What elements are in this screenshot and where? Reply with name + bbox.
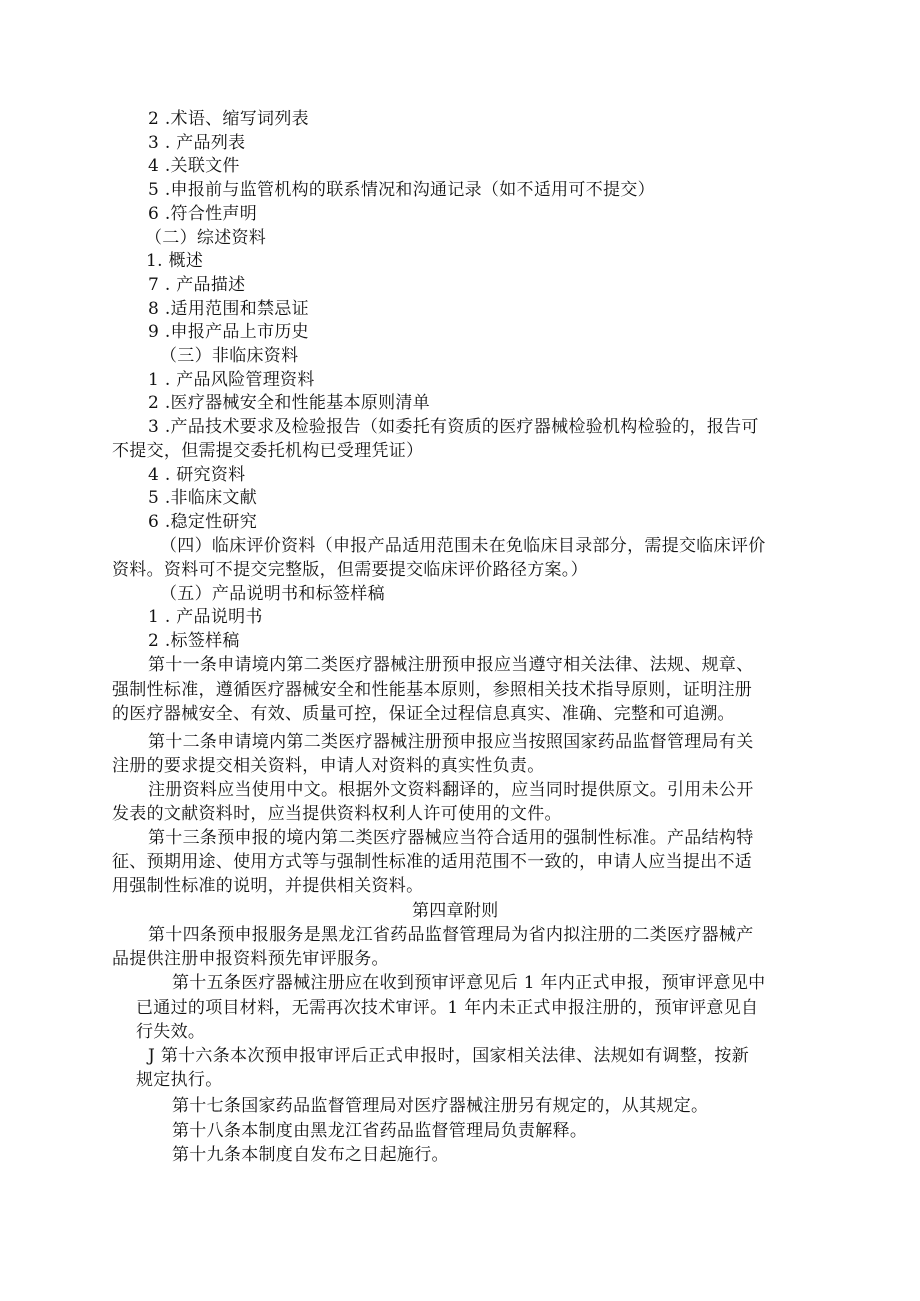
paragraph-line: 第十八条本制度由黑龙江省药品监督管理局负责解释。: [172, 1121, 588, 1141]
paragraph-line: 规定执行。: [136, 1070, 223, 1090]
paragraph-line: 注册资料应当使用中文。根据外文资料翻译的，应当同时提供原文。引用未公开: [148, 780, 754, 800]
paragraph-line: 征、预期用途、使用方式等与强制性标准的适用范围不一致的，申请人应当提出不适: [112, 852, 753, 872]
paragraph-line: 第十三条预申报的境内第二类医疗器械应当符合适用的强制性标准。产品结构特: [148, 828, 754, 848]
paragraph-line: 行失效。: [136, 1022, 206, 1042]
list-item-research: 4 . 研究资料: [148, 465, 246, 485]
paragraph-line: 3 .产品技术要求及检验报告（如委托有资质的医疗器械检验机构检验的，报告可: [148, 417, 759, 437]
chapter-heading: 第四章附则: [412, 901, 499, 921]
paragraph-line: J 第十六条本次预申报审评后正式申报时，国家相关法律、法规如有调整，按新: [148, 1046, 750, 1066]
paragraph-line: 第十七条国家药品监督管理局对医疗器械注册另有规定的，从其规定。: [172, 1096, 709, 1116]
list-item-product-list: 3 . 产品列表: [148, 133, 246, 153]
list-item-overview: 1. 概述: [146, 251, 204, 271]
paragraph-line: 第十九条本制度自发布之日起施行。: [172, 1145, 449, 1165]
section-heading-manual: （五）产品说明书和标签样稿: [160, 584, 385, 604]
paragraph-line: （四）临床评价资料（申报产品适用范围未在免临床目录部分，需提交临床评价: [160, 536, 766, 556]
paragraph-line: 强制性标准，遵循医疗器械安全和性能基本原则，参照相关技术指导原则，证明注册: [112, 680, 753, 700]
list-item-communication-record: 5 .申报前与监管机构的联系情况和沟通记录（如不适用可不提交）: [148, 180, 655, 200]
paragraph-line: 资料。资料可不提交完整版，但需要提交临床评价路径方案。）: [112, 560, 588, 580]
list-item-label-draft: 2 .标签样稿: [148, 631, 240, 651]
list-item-scope: 8 .适用范围和禁忌证: [148, 299, 309, 319]
list-item-nonclinical-literature: 5 .非临床文献: [148, 488, 258, 508]
paragraph-line: 注册的要求提交相关资料，申请人对资料的真实性负责。: [112, 756, 545, 776]
list-item-manual: 1 . 产品说明书: [148, 607, 263, 627]
list-item-safety-checklist: 2 .医疗器械安全和性能基本原则清单: [148, 393, 431, 413]
paragraph-line: 第十四条预申报服务是黑龙江省药品监督管理局为省内拟注册的二类医疗器械产: [148, 925, 754, 945]
paragraph-line: 第十一条申请境内第二类医疗器械注册预申报应当遵守相关法律、法规、规章、: [148, 655, 754, 675]
list-item-market-history: 9 .申报产品上市历史: [148, 322, 309, 342]
list-item-conformity-statement: 6 .符合性声明: [148, 204, 258, 224]
section-heading-summary: （二）综述资料: [145, 228, 267, 248]
paragraph-line: 发表的文献资料时，应当提供资料权利人许可使用的文件。: [112, 804, 562, 824]
paragraph-line: 的医疗器械安全、有效、质量可控，保证全过程信息真实、准确、完整和可追溯。: [112, 704, 735, 724]
paragraph-line: 第十五条医疗器械注册应在收到预审评意见后 1 年内正式申报，预审评意见中: [172, 973, 766, 993]
paragraph-line: 品提供注册申报资料预先审评服务。: [112, 949, 389, 969]
list-item-related-files: 4 .关联文件: [148, 156, 240, 176]
paragraph-line: 已通过的项目材料，无需再次技术审评。1 年内未正式申报注册的，预审评意见自: [136, 998, 759, 1018]
list-item-stability: 6 .稳定性研究: [148, 512, 258, 532]
list-item-terms: 2 .术语、缩写词列表: [148, 109, 309, 129]
paragraph-line: 用强制性标准的说明，并提供相关资料。: [112, 876, 424, 896]
list-item-risk-management: 1 . 产品风险管理资料: [148, 370, 315, 390]
paragraph-line: 不提交，但需提交委托机构已受理凭证）: [112, 441, 424, 461]
section-heading-nonclinical: （三）非临床资料: [160, 346, 299, 366]
list-item-product-description: 7 . 产品描述: [148, 275, 246, 295]
paragraph-line: 第十二条申请境内第二类医疗器械注册预申报应当按照国家药品监督管理局有关: [148, 732, 754, 752]
